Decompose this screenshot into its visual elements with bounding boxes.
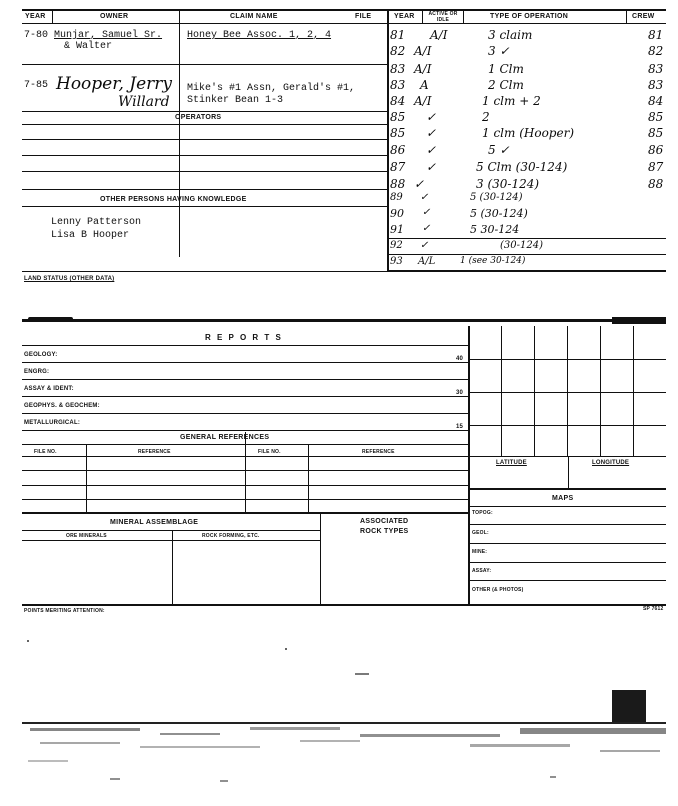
ref-col-file2: FILE NO. xyxy=(258,449,281,455)
activity-type: 5 30-124 xyxy=(470,223,520,236)
owner-name-2b: Willard xyxy=(118,94,170,110)
map-mine: MINE: xyxy=(472,549,488,555)
owner-year-1: 7-80 xyxy=(24,30,49,41)
activity-year: 83 xyxy=(390,78,406,92)
mineral-title: MINERAL ASSEMBLAGE xyxy=(110,519,199,526)
activity-type: 5 ✓ xyxy=(488,143,510,157)
activity-year: 82 xyxy=(390,44,406,58)
activity-crew: 83 xyxy=(648,62,664,76)
activity-type: 2 Clm xyxy=(488,78,524,92)
activity-year: 87 xyxy=(390,160,406,174)
activity-type: 1 clm + 2 xyxy=(482,94,541,108)
header-owner: OWNER xyxy=(100,13,129,20)
report-metallurgical-num: 15 xyxy=(456,424,464,430)
mineral-rock-label: ROCK FORMING, ETC. xyxy=(202,533,260,539)
activity-type: 5 (30-124) xyxy=(470,192,523,203)
operators-label: OPERATORS xyxy=(175,114,222,121)
activity-type: (30-124) xyxy=(500,240,543,251)
header-active-idle: ACTIVE OR IDLE xyxy=(428,11,458,23)
others-label: OTHER PERSONS HAVING KNOWLEDGE xyxy=(100,196,247,203)
points-meriting-label: POINTS MERITING ATTENTION: xyxy=(24,608,105,614)
activity-type: 5 Clm (30-124) xyxy=(476,160,568,174)
owner-name-1b: & Walter xyxy=(64,41,113,52)
owner-claim-1: Honey Bee Assoc. 1, 2, 4 xyxy=(187,30,332,41)
activity-status: A/L xyxy=(418,256,436,267)
activity-type: 2 xyxy=(482,110,490,124)
assoc-rock-label-2: ROCK TYPES xyxy=(360,528,409,535)
report-geology-label: GEOLOGY: xyxy=(24,352,58,358)
owner-name-1: Munjar, Samuel Sr. xyxy=(54,30,163,41)
longitude-label: LONGITUDE xyxy=(592,460,630,466)
map-topog: TOPOG: xyxy=(472,510,493,516)
section-divider xyxy=(22,319,666,322)
header-claim-name: CLAIM NAME xyxy=(230,13,278,20)
ref-col-file1: FILE NO. xyxy=(34,449,57,455)
owner-name-2: Hooper, Jerry xyxy=(56,74,173,94)
activity-year: 84 xyxy=(390,94,406,108)
report-geology-num: 40 xyxy=(456,356,464,362)
activity-crew: 83 xyxy=(648,78,664,92)
activity-status: A/I xyxy=(414,44,432,58)
activity-type: 5 (30-124) xyxy=(470,207,528,220)
activity-type: 3 ✓ xyxy=(488,44,510,58)
activity-status: ✓ xyxy=(426,160,437,174)
activity-status: A/I xyxy=(430,28,448,42)
activity-status: A/I xyxy=(414,94,432,108)
activity-year: 91 xyxy=(390,223,404,236)
activity-year: 89 xyxy=(390,192,403,203)
activity-status: A xyxy=(420,78,429,92)
activity-crew: 86 xyxy=(648,143,664,157)
activity-year: 92 xyxy=(390,240,403,251)
map-assay: ASSAY: xyxy=(472,568,492,574)
report-metallurgical-label: METALLURGICAL: xyxy=(24,420,81,426)
activity-year: 83 xyxy=(390,62,406,76)
activity-crew: 84 xyxy=(648,94,664,108)
activity-status: ✓ xyxy=(422,223,431,234)
activity-year: 81 xyxy=(390,28,406,42)
header-year2: YEAR xyxy=(394,13,415,20)
activity-type: 3 (30-124) xyxy=(476,177,540,191)
owner-claim-2: Mike's #1 Assn, Gerald's #1, xyxy=(187,83,356,94)
general-references-title: GENERAL REFERENCES xyxy=(180,434,270,441)
activity-crew: 85 xyxy=(648,110,664,124)
mineral-ore-label: ORE MINERALS xyxy=(66,533,107,539)
activity-year: 85 xyxy=(390,110,406,124)
map-other: OTHER (& PHOTOS) xyxy=(472,587,524,593)
activity-crew: 88 xyxy=(648,177,664,191)
header-file: FILE xyxy=(355,13,372,20)
activity-status: ✓ xyxy=(420,192,429,203)
assoc-rock-label-1: ASSOCIATED xyxy=(360,518,409,525)
activity-crew: 82 xyxy=(648,44,664,58)
report-assay-label: ASSAY & IDENT: xyxy=(24,386,74,392)
report-engrg-label: ENGRG: xyxy=(24,369,50,375)
header-year: YEAR xyxy=(25,13,46,20)
activity-status: ✓ xyxy=(426,110,437,124)
activity-year: 93 xyxy=(390,256,403,267)
owner-claim-2b: Stinker Bean 1-3 xyxy=(187,95,284,106)
activity-status: ✓ xyxy=(414,177,425,191)
form-number: SP 7612 xyxy=(643,606,664,612)
activity-status: ✓ xyxy=(426,143,437,157)
report-assay-num: 30 xyxy=(456,390,464,396)
activity-year: 88 xyxy=(390,177,406,191)
activity-type: 1 Clm xyxy=(488,62,524,76)
activity-status: ✓ xyxy=(422,207,431,218)
header-crew: CREW xyxy=(632,13,655,20)
activity-status: ✓ xyxy=(420,240,429,251)
activity-year: 85 xyxy=(390,126,406,140)
map-geol: GEOL: xyxy=(472,530,489,536)
activity-status: A/I xyxy=(414,62,432,76)
land-status-label: LAND STATUS (OTHER DATA) xyxy=(24,276,115,282)
activity-type: 1 clm (Hooper) xyxy=(482,126,574,140)
activity-status: ✓ xyxy=(426,126,437,140)
activity-crew: 87 xyxy=(648,160,664,174)
header-type-of-operation: TYPE OF OPERATION xyxy=(490,13,569,20)
owner-year-2: 7-85 xyxy=(24,80,49,91)
maps-title: MAPS xyxy=(552,495,574,502)
activity-type: 3 claim xyxy=(488,28,533,42)
activity-type: 1 (see 30-124) xyxy=(460,256,526,266)
reports-title: R E P O R T S xyxy=(205,333,283,342)
report-geophys-label: GEOPHYS. & GEOCHEM: xyxy=(24,403,100,409)
ref-col-ref2: REFERENCE xyxy=(362,449,395,455)
activity-crew: 85 xyxy=(648,126,664,140)
activity-year: 86 xyxy=(390,143,406,157)
latitude-label: LATITUDE xyxy=(496,460,527,466)
activity-crew: 81 xyxy=(648,28,664,42)
other-person-1: Lenny Patterson xyxy=(51,217,142,228)
other-person-2: Lisa B Hooper xyxy=(51,230,130,241)
activity-year: 90 xyxy=(390,207,404,220)
ref-col-ref1: REFERENCE xyxy=(138,449,171,455)
